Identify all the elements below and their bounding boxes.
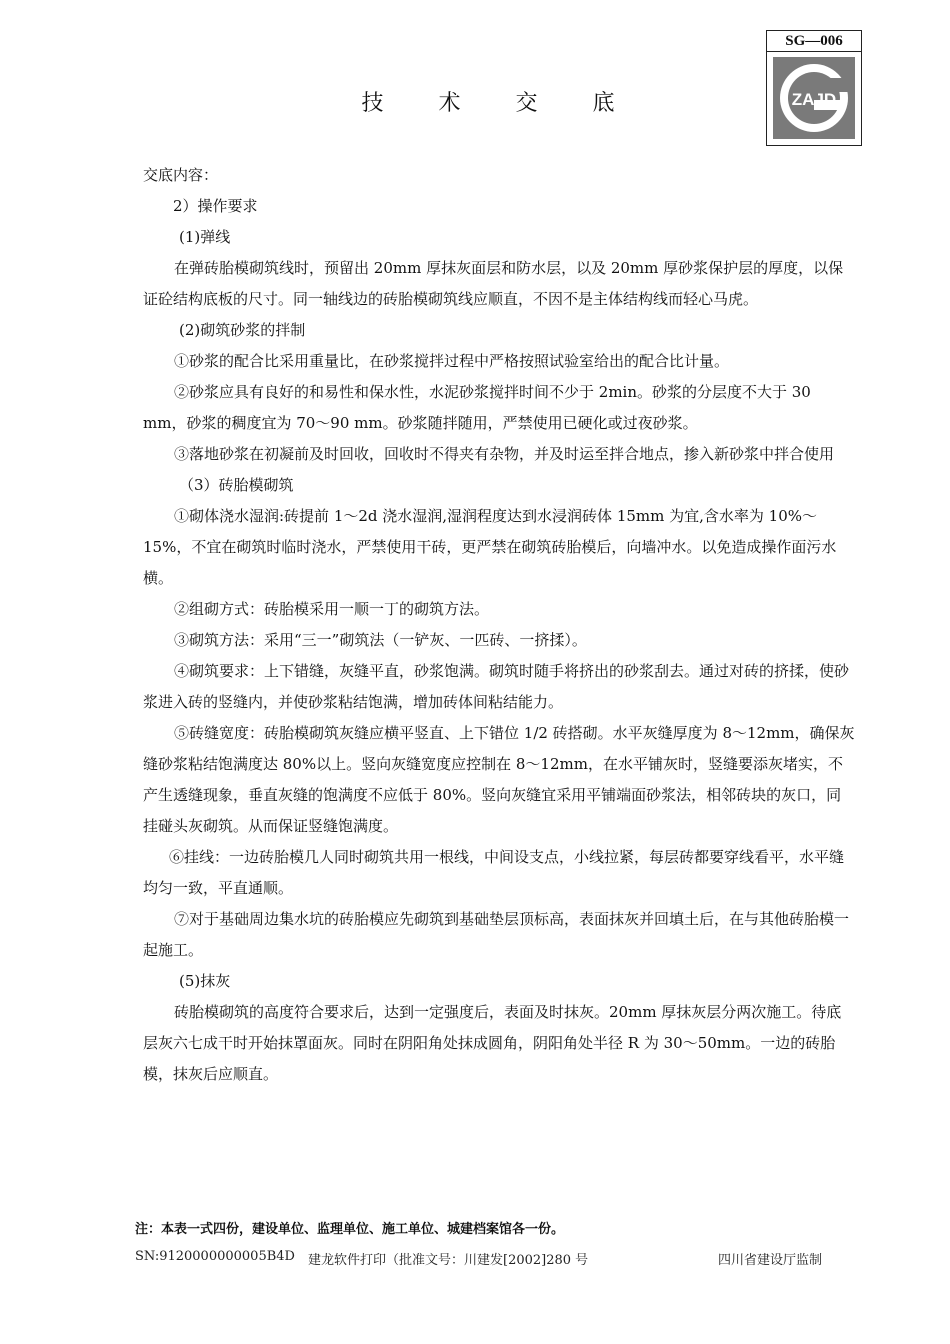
issuing-authority: 四川省建设厅监制 xyxy=(718,1253,823,1268)
paragraph: ④砌筑要求：上下错缝，灰缝平直，砂浆饱满。砌筑时随手将挤出的砂浆刮去。通过对砖的挤揉，使砂浆进入砖的竖缝内，并使砂浆粘结饱满，增加砖体间粘结能力。 xyxy=(143,662,850,711)
subsection-title: （3）砖胎模砌筑 xyxy=(179,476,294,494)
paragraph: ③砌筑方法：采用“三一”砌筑法（一铲灰、一匹砖、一挤揉）。 xyxy=(174,631,587,649)
subsection-title: (2)砌筑砂浆的拌制 xyxy=(179,321,306,339)
intro-label: 交底内容： xyxy=(143,166,219,184)
form-code: SG—006 xyxy=(767,31,861,52)
subsection-title: (1)弹线 xyxy=(179,228,231,246)
footer-note: 注：本表一式四份，建设单位、监理单位、施工单位、城建档案馆各一份。 xyxy=(135,1222,565,1237)
paragraph: 砖胎模砌筑的高度符合要求后，达到一定强度后，表面及时抹灰。20mm 厚抹灰层分两次施工。待底层灰六七成干时开始抹罩面灰。同时在阴阳角处抹成圆角，阴阳角处半径 R 为 30～50mm。一边的砖胎模，抹灰后应顺直。 xyxy=(143,1003,842,1083)
paragraph: ③落地砂浆在初凝前及时回收，回收时不得夹有杂物，并及时运至拌合地点，掺入新砂浆中拌合使用 xyxy=(174,445,835,463)
subsection-title: (5)抹灰 xyxy=(179,972,231,990)
paragraph: ②组砌方式：砖胎模采用一顺一丁的砌筑方法。 xyxy=(174,600,490,618)
logo-text: ZAJD xyxy=(791,90,837,109)
paragraph: ①砌体浇水湿润:砖提前 1～2d 浇水湿润,湿润程度达到水浸润砖体 15mm 为宜,含水率为 10%～15%，不宜在砌筑时临时浇水，严禁使用干砖，更严禁在砌筑砖胎模后，向墙冲水。以免造成操作面污水横。 xyxy=(143,507,837,587)
page-title: 技 术 交 底 xyxy=(361,91,639,116)
paragraph: ①砂浆的配合比采用重量比，在砂浆搅拌过程中严格按照试验室给出的配合比计量。 xyxy=(174,352,730,370)
paragraph: ②砂浆应具有良好的和易性和保水性，水泥砂浆搅拌时间不少于 2min。砂浆的分层度不大于 30 mm，砂浆的稠度宜为 70～90 mm。砂浆随拌随用，严禁使用已硬化或过夜砂浆。 xyxy=(143,383,811,432)
paragraph: ⑦对于基础周边集水坑的砖胎模应先砌筑到基础垫层顶标高，表面抹灰并回填土后，在与其他砖胎模一起施工。 xyxy=(143,910,850,959)
section-heading: 2）操作要求 xyxy=(173,197,258,215)
document-body xyxy=(143,160,855,1090)
software-approval: 建龙软件打印（批准文号：川建发[2002]280 号 xyxy=(308,1253,589,1268)
paragraph: ⑤砖缝宽度：砖胎模砌筑灰缝应横平竖直、上下错位 1/2 砖搭砌。水平灰缝厚度为 8～12mm，确保灰缝砂浆粘结饱满度达 80%以上。竖向灰缝宽度应控制在 8～12mm，在水平铺灰时，竖缝要添灰堵实，不产生透缝现象，垂直灰缝的饱满度不应低于 80%。竖向灰缝宜采用平铺端面砂浆法，相邻砖块的灰口，同挂碰头灰砌筑。从而保证竖缝饱满度。 xyxy=(143,724,855,835)
paragraph: ⑥挂线：一边砖胎模几人同时砌筑共用一根线，中间设支点，小线拉紧，每层砖都要穿线看平，水平缝均匀一致，平直通顺。 xyxy=(143,848,845,897)
serial-number: SN:9120000000005B4D xyxy=(135,1249,295,1264)
paragraph: 在弹砖胎模砌筑线时，预留出 20mm 厚抹灰面层和防水层，以及 20mm 厚砂浆保护层的厚度，以保证砼结构底板的尺寸。同一轴线边的砖胎模砌筑线应顺直，不因不是主体结构线而轻心马虎。 xyxy=(143,259,844,308)
